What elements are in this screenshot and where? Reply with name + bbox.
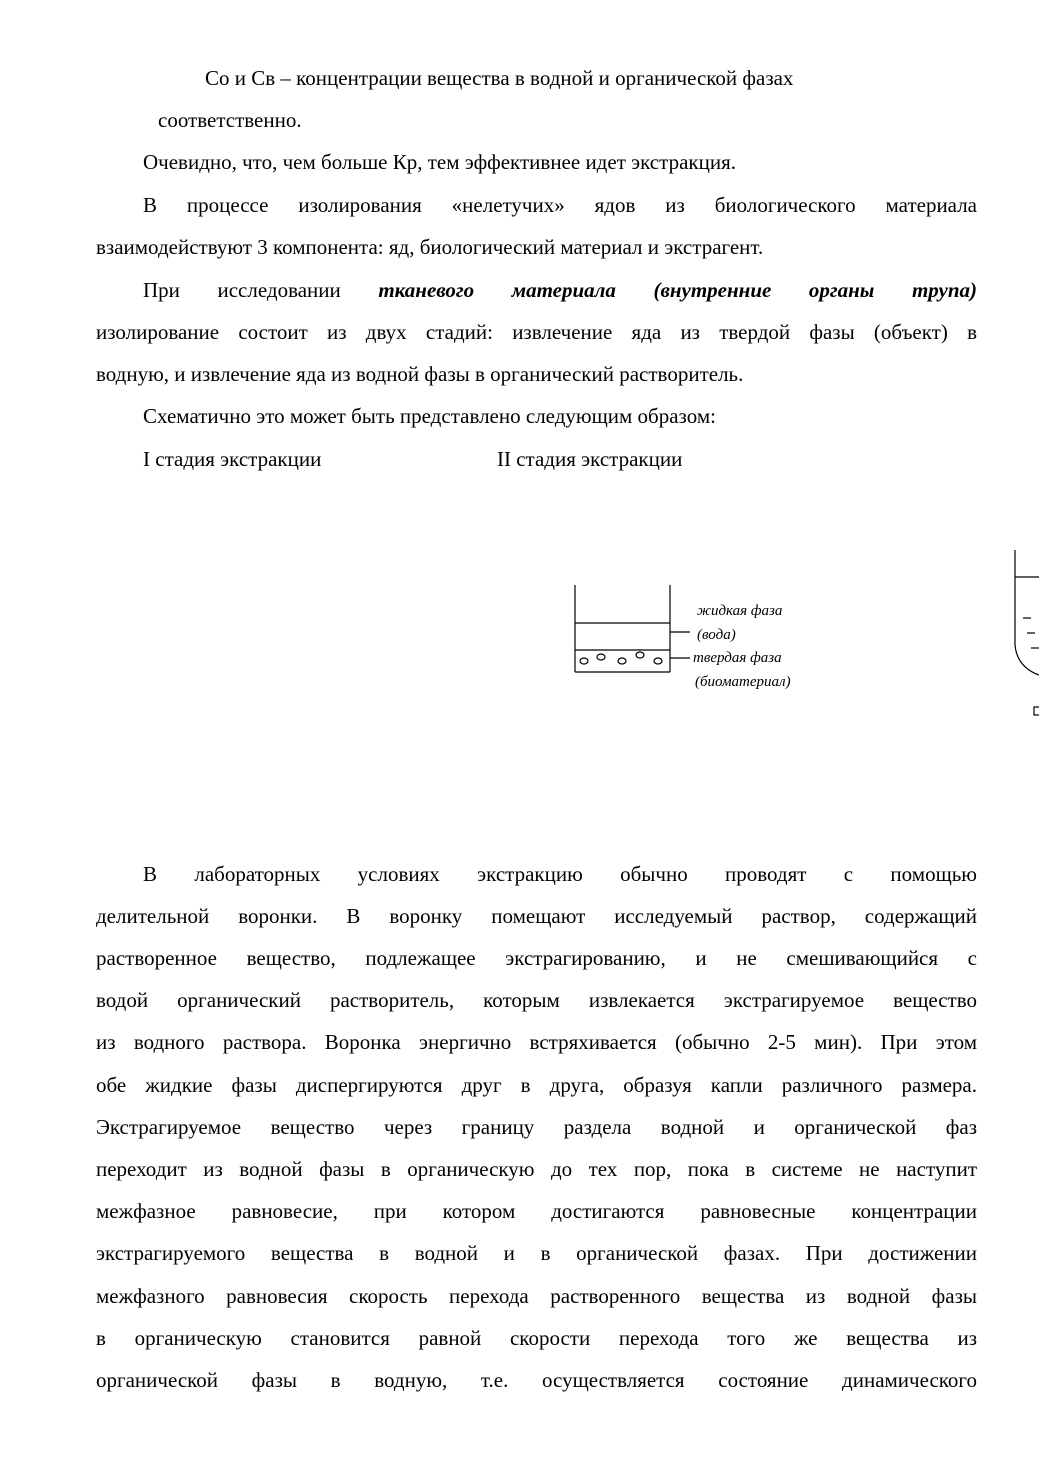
particle <box>580 658 588 664</box>
paragraph-kp-efficiency: Очевидно, что, чем больше Кр, тем эффективнее идет экстракция. <box>143 150 736 174</box>
funnel-stopcock <box>1034 707 1039 715</box>
lab-paragraph-line-8: переходит из водной фазы в органическую до тех пор, пока в системе не наступит <box>96 1157 977 1181</box>
lab-paragraph-line-2: делительной воронки. В воронку помещают исследуемый раствор, содержащий <box>96 904 977 928</box>
lab-paragraph-line-10: экстрагируемого вещества в водной и в органической фазах. При достижении <box>96 1241 977 1265</box>
lab-paragraph-line-1: В лабораторных условиях экстракцию обычно проводят с помощью <box>143 862 977 886</box>
paragraph-schematic-intro: Схематично это может быть представлено следующим образом: <box>143 404 716 428</box>
tissue-emphasis-text: тканевого материала (внутренние органы трупа) <box>378 278 978 302</box>
particle <box>654 658 662 664</box>
water-label: (вода) <box>697 627 736 643</box>
stage-2-label: II стадия экстракции <box>497 447 683 471</box>
definition-line-1: Со и Св – концентрации вещества в водной и органической фазах <box>205 66 794 90</box>
definition-line-2: соответственно. <box>158 108 302 132</box>
particle <box>618 658 626 664</box>
extraction-vessel-diagram <box>560 570 690 680</box>
lab-paragraph-line-12: в органическую становится равной скорости перехода того же вещества из <box>96 1326 977 1350</box>
particle <box>597 654 605 660</box>
solid-phase-label: твердая фаза <box>693 650 782 666</box>
lab-paragraph-line-4: водой органический растворитель, которым извлекается экстрагируемое вещество <box>96 988 977 1012</box>
paragraph-tissue-line-1 <box>143 278 977 302</box>
lab-paragraph-line-6: обе жидкие фазы диспергируются друг в друга, образуя капли различного размера. <box>96 1073 977 1097</box>
lab-paragraph-line-3: растворенное вещество, подлежащее экстрагированию, и не смешивающийся с <box>96 946 977 970</box>
paragraph-isolation-line-2: взаимодействуют 3 компонента: яд, биологический материал и экстрагент. <box>96 235 764 259</box>
paragraph-tissue-line-3: водную, и извлечение яда из водной фазы в органический растворитель. <box>96 362 744 386</box>
lab-paragraph-line-11: межфазного равновесия скорость перехода растворенного вещества из водной фазы <box>96 1284 977 1308</box>
lab-paragraph-line-13: органической фазы в водную, т.е. осуществляется состояние динамического <box>96 1368 977 1392</box>
separatory-funnel-diagram-partial <box>1005 545 1039 720</box>
particle <box>636 652 644 658</box>
lab-paragraph-line-7: Экстрагируемое вещество через границу раздела водной и органической фаз <box>96 1115 977 1139</box>
stage-1-label: I стадия экстракции <box>143 447 322 471</box>
liquid-phase-label: жидкая фаза <box>697 603 783 619</box>
lab-paragraph-line-9: межфазное равновесие, при котором достигаются равновесные концентрации <box>96 1199 977 1223</box>
paragraph-isolation-line-1: В процессе изолирования «нелетучих» ядов из биологического материала <box>143 193 977 217</box>
lab-paragraph-line-5: из водного раствора. Воронка энергично встряхивается (обычно 2-5 мин). При этом <box>96 1030 977 1054</box>
tissue-intro-text: При исследовании <box>143 278 341 302</box>
biomaterial-label: (биоматериал) <box>695 674 791 690</box>
paragraph-tissue-line-2: изолирование состоит из двух стадий: извлечение яда из твердой фазы (объект) в <box>96 320 977 344</box>
funnel-outline <box>1015 550 1039 675</box>
